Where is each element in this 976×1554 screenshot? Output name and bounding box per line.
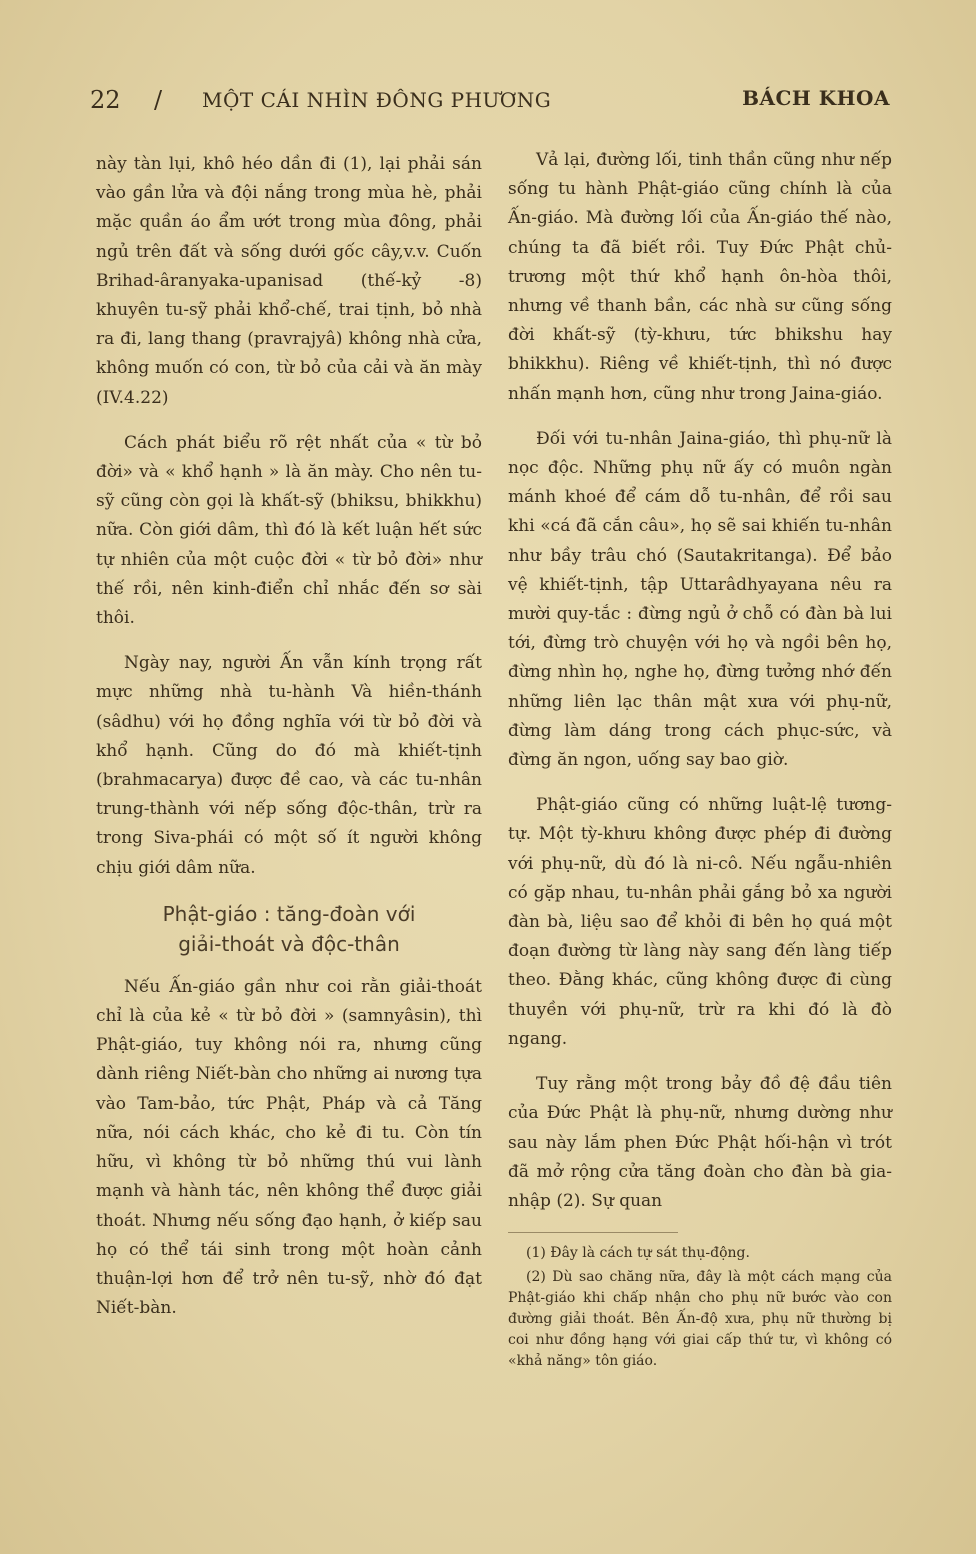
- paragraph: này tàn lụi, khô héo dần đi (1), lại phải sán vào gần lửa và đội nắng trong mùa hè, phải mặc quần áo ẩm ướt trong mùa đông, phải ngủ trên đất và sống dưới gốc cây,v.v. Cuốn Brihad-âranyaka-upanisad (thế-kỷ -8) khuyên tu-sỹ phải khổ-chế, trai tịnh, bỏ nhà ra đi, lang thang (pravrajyâ) không nhà cửa, không muốn có con, từ bỏ của cải và ăn mày (IV.4.22): [96, 154, 482, 408]
- footnote: (2) Dù sao chăng nữa, đây là một cách mạng của Phật-giáo khi chấp nhận cho phụ nữ bước vào con đường giải thoát. Bên Ấn-độ xưa, phụ nữ thường bị coi như đồng hạng với giai cấp thứ tư, vì không có «khả năng» tôn giáo.: [508, 1269, 892, 1370]
- footnote-rule: [508, 1232, 678, 1233]
- section-heading-line: Phật-giáo : tăng-đoàn với: [162, 901, 416, 926]
- footnote: (1) Đây là cách tự sát thụ-động.: [526, 1245, 750, 1262]
- footnotes: [508, 1243, 892, 1372]
- paragraph: Vả lại, đường lối, tinh thần cũng như nếp sống tu hành Phật-giáo cũng chính là của Ấn-giáo. Mà đường lối của Ấn-giáo thế nào, chúng ta đã biết rồi. Tuy Đức Phật chủ-trương một thứ khổ hạnh ôn-hòa thôi, nhưng về thanh bần, các nhà sư cũng sống đời khất-sỹ (tỳ-khưu, tức bhikshu hay bhikkhu). Riêng về khiết-tịnh, thì nó được nhấn mạnh hơn, cũng như trong Jaina-giáo.: [508, 150, 892, 404]
- paragraph: Ngày nay, người Ấn vẫn kính trọng rất mực những nhà tu-hành Và hiền-thánh (sâdhu) với họ đồng nghĩa với từ bỏ đời và khổ hạnh. Cũng do đó mà khiết-tịnh (brahmacarya) được đề cao, và các tu-nhân trung-thành với nếp sống độc-thân, trừ ra trong Siva-phái có một số ít người không chịu giới dâm nữa.: [96, 653, 482, 878]
- section-heading: [96, 899, 482, 959]
- magazine-name: BÁCH KHOA: [742, 86, 890, 110]
- left-column: [96, 150, 482, 1339]
- paragraph: Đối với tu-nhân Jaina-giáo, thì phụ-nữ là nọc độc. Những phụ nữ ấy có muôn ngàn mánh khoé để cám dỗ tu-nhân, để rồi sau khi «cá đã cắn câu», họ sẽ sai khiến tu-nhân như bầy trâu chó (Sautakritanga). Để bảo vệ khiết-tịnh, tập Uttarâdhyayana nêu ra mười quy-tắc : đừng ngủ ở chỗ có đàn bà lui tới, đừng trò chuyện với họ và ngồi bên họ, đừng nhìn họ, nghe họ, đừng tưởng nhớ đến những liên lạc thân mật xưa với phụ-nữ, đừng làm dáng trong cách phục-sức, và đừng ăn ngon, uống say bao giờ.: [508, 428, 892, 771]
- page-header: [90, 86, 890, 126]
- header-separator: /: [154, 86, 163, 114]
- running-title: MỘT CÁI NHÌN ĐÔNG PHƯƠNG: [202, 88, 552, 112]
- paragraph: Phật-giáo cũng có những luật-lệ tương-tự. Một tỳ-khưu không được phép đi đường với phụ-nữ, dù đó là ni-cô. Nếu ngẫu-nhiên có gặp nhau, tu-nhân phải gắng bỏ xa người đàn bà, liệu sao để khỏi đi bên họ quá một đoạn đường từ làng này sang đến làng tiếp theo. Đằng khác, cũng không được đi cùng thuyền với phụ-nữ, trừ ra khi đó là đò ngang.: [508, 795, 892, 1049]
- paragraph: Nếu Ấn-giáo gần như coi rằn giải-thoát chỉ là của kẻ « từ bỏ đời » (samnyâsin), thì Phật-giáo, tuy không nói ra, nhưng cũng dành riêng Niết-bàn cho những ai nương tựa vào Tam-bảo, tức Phật, Pháp và cả Tăng nữa, nói cách khác, cho kẻ đi tu. Còn tín hữu, vì không từ bỏ những thú vui lành mạnh và hành tác, nên không thể được giải thoát. Nhưng nếu sống đạo hạnh, ở kiếp sau họ có thể tái sinh trong một hoàn cảnh thuận-lợi hơn để trở nên tu-sỹ, nhờ đó đạt Niết-bàn.: [96, 976, 482, 1319]
- paragraph: Cách phát biểu rõ rệt nhất của « từ bỏ đời» và « khổ hạnh » là ăn mày. Cho nên tu-sỹ cũng còn gọi là khất-sỹ (bhiksu, bhikkhu) nữa. Còn giới dâm, thì đó là kết luận hết sức tự nhiên của một cuộc đời « từ bỏ đời» như thế rồi, nên kinh-điển chỉ nhắc đến sơ sài thôi.: [96, 432, 482, 629]
- page-number: 22: [90, 86, 121, 114]
- paragraph: Tuy rằng một trong bảy đồ đệ đầu tiên của Đức Phật là phụ-nữ, nhưng dường như sau này lắm phen Đức Phật hối-hận vì trót đã mở rộng cửa tăng đoàn cho đàn bà gia-nhập (2). Sự quan: [508, 1074, 892, 1211]
- right-column: [508, 146, 892, 1375]
- section-heading-line: giải-thoát và độc-thân: [178, 931, 400, 956]
